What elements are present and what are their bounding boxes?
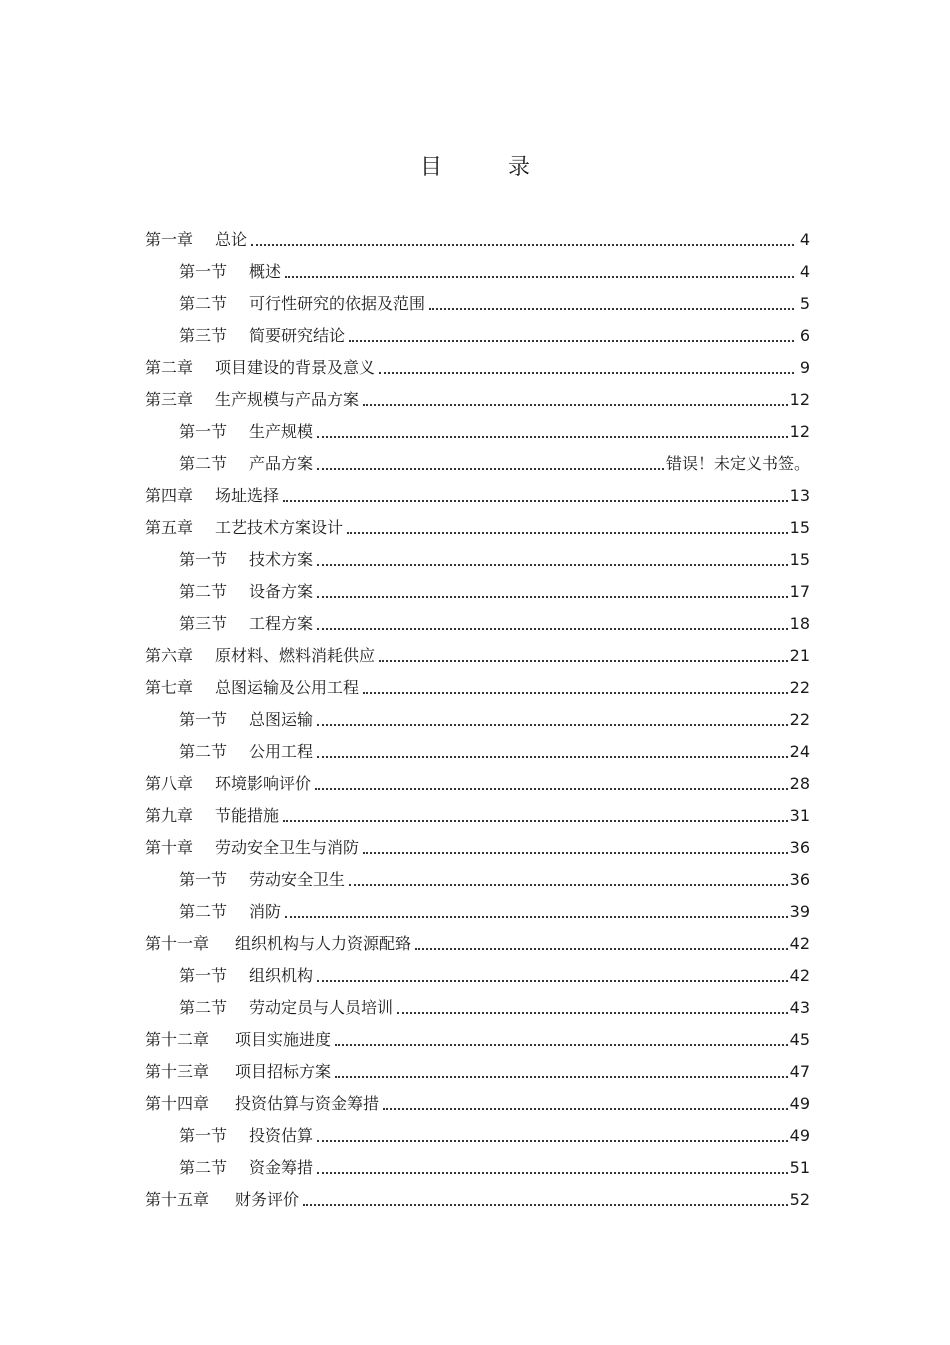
toc-chapter-entry[interactable] [145, 1086, 810, 1114]
entry-page-number: 52 [789, 1190, 810, 1209]
toc-section-entry[interactable] [179, 414, 810, 442]
dot-leader [317, 467, 664, 470]
entry-page-number: 22 [789, 710, 810, 729]
dot-leader [315, 787, 788, 790]
dot-leader [317, 627, 788, 630]
entry-page-number: 错误！未定义书签。 [665, 454, 810, 473]
dot-leader [349, 339, 794, 342]
entry-title: 设备方案 [249, 582, 314, 601]
entry-page-number: 6 [799, 326, 810, 345]
entry-title: 劳动安全卫生与消防 [215, 838, 360, 857]
entry-page-number: 42 [789, 966, 810, 985]
page-title: 目 录 [419, 155, 552, 180]
entry-title: 资金筹措 [249, 1158, 314, 1177]
entry-number: 第二节 [179, 294, 228, 313]
entry-number: 第六章 [145, 646, 194, 665]
toc-section-entry[interactable] [179, 318, 810, 346]
entry-number: 第十一章 [145, 934, 210, 953]
dot-leader [303, 1203, 788, 1206]
entry-title: 简要研究结论 [249, 326, 346, 345]
entry-page-number: 42 [789, 934, 810, 953]
toc-section-entry[interactable] [179, 702, 810, 730]
toc-section-entry[interactable] [179, 542, 810, 570]
dot-leader [335, 1075, 788, 1078]
dot-leader [429, 307, 794, 310]
entry-page-number: 28 [789, 774, 810, 793]
dot-leader [285, 275, 794, 278]
toc-chapter-entry[interactable] [145, 670, 810, 698]
toc-chapter-entry[interactable] [145, 798, 810, 826]
entry-title: 概述 [249, 262, 282, 281]
toc-chapter-entry[interactable] [145, 638, 810, 666]
entry-page-number: 22 [789, 678, 810, 697]
entry-page-number: 39 [789, 902, 810, 921]
entry-title: 原材料、燃料消耗供应 [215, 646, 376, 665]
entry-title: 财务评价 [235, 1190, 300, 1209]
entry-number: 第二节 [179, 582, 228, 601]
entry-title: 劳动安全卫生 [249, 870, 346, 889]
entry-number: 第七章 [145, 678, 194, 697]
toc-chapter-entry[interactable] [145, 1022, 810, 1050]
entry-title: 产品方案 [249, 454, 314, 473]
entry-number: 第三章 [145, 390, 194, 409]
entry-title: 场址选择 [215, 486, 280, 505]
entry-title: 生产规模与产品方案 [215, 390, 360, 409]
entry-page-number: 24 [789, 742, 810, 761]
entry-page-number: 13 [789, 486, 810, 505]
entry-title: 投资估算与资金筹措 [235, 1094, 380, 1113]
dot-leader [415, 947, 788, 950]
dot-leader [379, 371, 794, 374]
entry-page-number: 47 [789, 1062, 810, 1081]
entry-page-number: 43 [789, 998, 810, 1017]
toc-chapter-entry[interactable] [145, 510, 810, 538]
toc-section-entry[interactable] [179, 862, 810, 890]
toc-section-entry[interactable] [179, 286, 810, 314]
dot-leader [363, 851, 788, 854]
entry-title: 生产规模 [249, 422, 314, 441]
entry-page-number: 5 [799, 294, 810, 313]
entry-title: 工程方案 [249, 614, 314, 633]
dot-leader [317, 755, 788, 758]
entry-page-number: 12 [789, 422, 810, 441]
entry-number: 第一节 [179, 422, 228, 441]
entry-number: 第八章 [145, 774, 194, 793]
toc-chapter-entry[interactable] [145, 478, 810, 506]
entry-number: 第二节 [179, 742, 228, 761]
entry-title: 消防 [249, 902, 282, 921]
entry-title: 劳动定员与人员培训 [249, 998, 394, 1017]
entry-page-number: 36 [789, 838, 810, 857]
entry-number: 第一节 [179, 1126, 228, 1145]
dot-leader [317, 723, 788, 726]
entry-number: 第十章 [145, 838, 194, 857]
toc-chapter-entry[interactable] [145, 830, 810, 858]
entry-page-number: 4 [799, 262, 810, 281]
entry-number: 第四章 [145, 486, 194, 505]
entry-page-number: 21 [789, 646, 810, 665]
entry-page-number: 18 [789, 614, 810, 633]
dot-leader [317, 435, 788, 438]
dot-leader [363, 691, 788, 694]
dot-leader [317, 979, 788, 982]
entry-title: 公用工程 [249, 742, 314, 761]
toc-chapter-entry[interactable] [145, 350, 810, 378]
entry-page-number: 49 [789, 1126, 810, 1145]
entry-number: 第一节 [179, 550, 228, 569]
entry-title: 组织机构与人力资源配臵 [235, 934, 412, 953]
toc-section-entry[interactable] [179, 990, 810, 1018]
entry-page-number: 12 [789, 390, 810, 409]
toc-section-entry[interactable] [179, 254, 810, 282]
entry-number: 第十二章 [145, 1030, 210, 1049]
dot-leader [349, 883, 788, 886]
entry-page-number: 15 [789, 550, 810, 569]
entry-title: 项目招标方案 [235, 1062, 332, 1081]
toc-chapter-entry[interactable] [145, 1054, 810, 1082]
entry-page-number: 31 [789, 806, 810, 825]
entry-title: 项目实施进度 [235, 1030, 332, 1049]
entry-title: 组织机构 [249, 966, 314, 985]
dot-leader [397, 1011, 788, 1014]
entry-number: 第二节 [179, 1158, 228, 1177]
entry-title: 总图运输 [249, 710, 314, 729]
entry-title: 总论 [215, 230, 248, 249]
entry-page-number: 9 [799, 358, 810, 377]
entry-number: 第二节 [179, 902, 228, 921]
dot-leader [379, 659, 788, 662]
entry-title: 投资估算 [249, 1126, 314, 1145]
entry-number: 第二章 [145, 358, 194, 377]
entry-page-number: 49 [789, 1094, 810, 1113]
dot-leader [285, 915, 788, 918]
dot-leader [363, 403, 788, 406]
dot-leader [335, 1043, 788, 1046]
entry-number: 第一节 [179, 710, 228, 729]
toc-section-entry[interactable] [179, 606, 810, 634]
entry-number: 第十四章 [145, 1094, 210, 1113]
dot-leader [251, 243, 794, 246]
entry-title: 环境影响评价 [215, 774, 312, 793]
toc-chapter-entry[interactable] [145, 222, 810, 250]
toc-section-entry[interactable] [179, 574, 810, 602]
entry-number: 第一节 [179, 870, 228, 889]
toc-section-entry[interactable] [179, 958, 810, 986]
entry-title: 项目建设的背景及意义 [215, 358, 376, 377]
entry-title: 技术方案 [249, 550, 314, 569]
dot-leader [347, 531, 788, 534]
entry-title: 工艺技术方案设计 [215, 518, 344, 537]
entry-page-number: 4 [799, 230, 810, 249]
dot-leader [383, 1107, 788, 1110]
entry-number: 第三节 [179, 326, 228, 345]
dot-leader [317, 563, 788, 566]
entry-page-number: 51 [789, 1158, 810, 1177]
dot-leader [317, 595, 788, 598]
toc-section-entry[interactable] [179, 1150, 810, 1178]
entry-number: 第十三章 [145, 1062, 210, 1081]
entry-number: 第二节 [179, 998, 228, 1017]
entry-title: 可行性研究的依据及范围 [249, 294, 426, 313]
dot-leader [283, 499, 788, 502]
toc-section-entry[interactable] [179, 894, 810, 922]
entry-number: 第一节 [179, 966, 228, 985]
toc-chapter-entry[interactable] [145, 382, 810, 410]
entry-page-number: 17 [789, 582, 810, 601]
entry-page-number: 45 [789, 1030, 810, 1049]
entry-number: 第十五章 [145, 1190, 210, 1209]
entry-page-number: 15 [789, 518, 810, 537]
dot-leader [317, 1171, 788, 1174]
dot-leader [317, 1139, 788, 1142]
toc-chapter-entry[interactable] [145, 926, 810, 954]
entry-number: 第一章 [145, 230, 194, 249]
toc-section-entry[interactable] [179, 1118, 810, 1146]
entry-number: 第三节 [179, 614, 228, 633]
toc-chapter-entry[interactable] [145, 1182, 810, 1210]
toc-section-entry[interactable] [179, 446, 810, 474]
entry-title: 节能措施 [215, 806, 280, 825]
entry-page-number: 36 [789, 870, 810, 889]
dot-leader [283, 819, 788, 822]
entry-number: 第九章 [145, 806, 194, 825]
toc-chapter-entry[interactable] [145, 766, 810, 794]
entry-title: 总图运输及公用工程 [215, 678, 360, 697]
entry-number: 第一节 [179, 262, 228, 281]
toc-section-entry[interactable] [179, 734, 810, 762]
entry-number: 第五章 [145, 518, 194, 537]
entry-number: 第二节 [179, 454, 228, 473]
